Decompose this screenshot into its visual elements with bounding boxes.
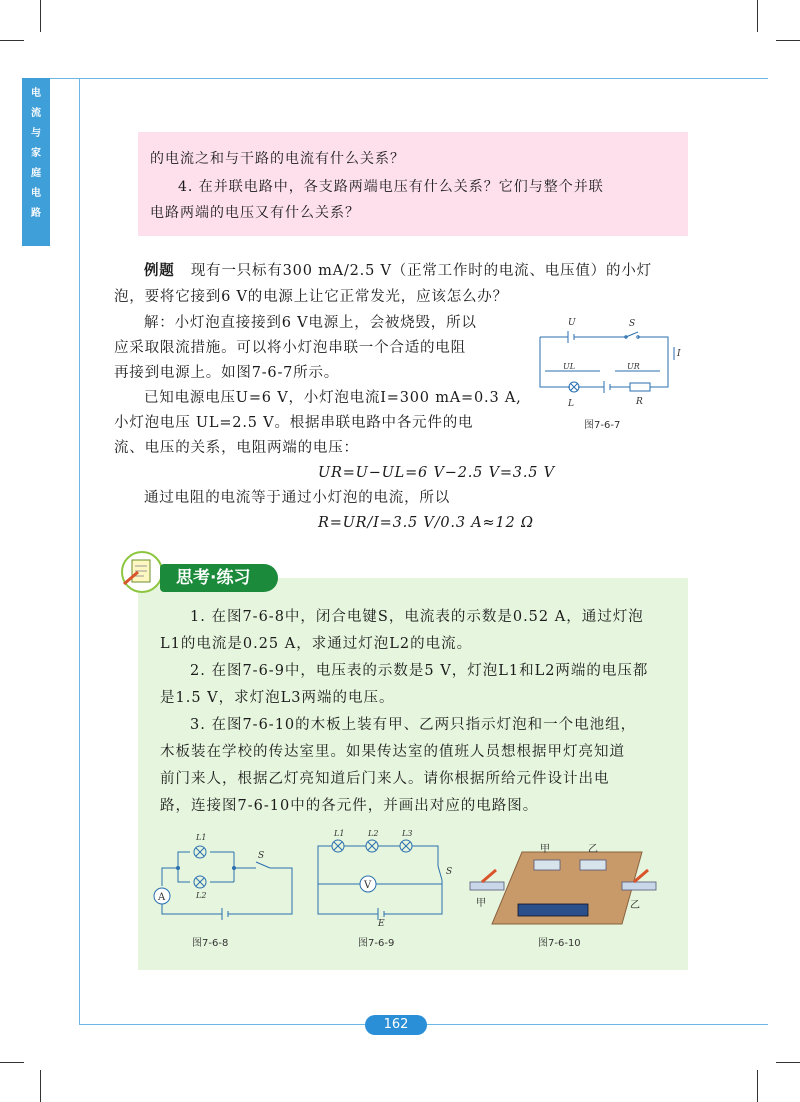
practice-title: 思考·练习 xyxy=(160,564,278,592)
label-I: I xyxy=(677,349,681,359)
known-line: 流、电压的关系，电阻两端的电压： xyxy=(114,440,359,456)
practice-line: 2. 在图7-6-9中，电压表的示数是5 V，灯泡L1和L2两端的电压都 xyxy=(190,663,649,679)
label-U: U xyxy=(568,318,576,328)
crop-mark xyxy=(776,1062,800,1063)
label-S: S xyxy=(629,319,636,329)
sidebar-char: 家 xyxy=(31,148,41,159)
sidebar-char: 路 xyxy=(31,208,41,219)
label-yi-top: 乙 xyxy=(588,844,598,855)
equation: UR=U−UL=6 V−2.5 V=3.5 V xyxy=(318,465,555,481)
question-line: 电路两端的电压又有什么关系？ xyxy=(150,205,360,221)
label-E: E xyxy=(378,919,385,926)
equation: R=UR/I=3.5 V/0.3 A≈12 Ω xyxy=(318,515,534,531)
solution-line: 应采取限流措施。可以将小灯泡串联一个合适的电阻 xyxy=(114,340,466,356)
crop-mark xyxy=(757,1070,758,1102)
example-line xyxy=(144,258,652,284)
chapter-sidebar xyxy=(22,78,50,246)
label-V: V xyxy=(364,880,372,891)
label-A: A xyxy=(158,892,166,903)
figure-caption: 图7-6-8 xyxy=(192,938,229,949)
known-line: 已知电源电压U=6 V，小灯泡电流I=300 mA=0.3 A, xyxy=(144,390,522,406)
header-rule xyxy=(50,78,768,79)
solution-line: 再接到电源上。如图7-6-7所示。 xyxy=(114,365,340,381)
practice-line: 3. 在图7-6-10的木板上装有甲、乙两只指示灯泡和一个电池组， xyxy=(190,717,637,733)
practice-line: 前门来人，根据乙灯亮知道后门来人。请你根据所给元件设计出电 xyxy=(160,771,610,787)
label-S: S xyxy=(446,867,453,877)
solution-line: 解：小灯泡直接接到6 V电源上，会被烧毁，所以 xyxy=(144,315,477,331)
label-jia-top: 甲 xyxy=(540,844,550,855)
crop-mark xyxy=(757,0,758,32)
figure-caption: 图7-6-10 xyxy=(538,938,581,949)
crop-mark xyxy=(40,1070,41,1102)
label-L: L xyxy=(568,399,574,409)
question-box xyxy=(138,132,688,236)
circuit-figure-7-6-8 xyxy=(142,826,302,926)
figure-caption: 图7-6-9 xyxy=(358,938,395,949)
practice-line: 木板装在学校的传达室里。如果传达室的值班人员想根据甲灯亮知道 xyxy=(160,744,625,760)
crop-mark xyxy=(776,40,800,41)
figure-caption: 图7-6-7 xyxy=(584,420,621,431)
example-line: 泡，要将它接到6 V的电源上让它正常发光，应该怎么办？ xyxy=(114,289,508,305)
sidebar-char: 电 xyxy=(31,188,41,199)
circuit-figure-7-6-9 xyxy=(308,826,458,926)
practice-line: L1的电流是0.25 A，求通过灯泡L2的电流。 xyxy=(160,636,473,652)
crop-mark xyxy=(0,1062,24,1063)
crop-mark xyxy=(40,0,41,32)
sidebar-char: 与 xyxy=(31,128,41,139)
example-text: 现有一只标有300 mA/2.5 V（正常工作时的电流、电压值）的小灯 xyxy=(190,263,652,279)
circuit-figure-7-6-7 xyxy=(530,312,690,412)
label-UL: UL xyxy=(563,362,576,371)
margin-rule xyxy=(79,78,80,1024)
label-S: S xyxy=(258,851,265,861)
label-L3: L3 xyxy=(402,829,413,838)
known-line: 小灯泡电压 UL=2.5 V。根据串联电路中各元件的电 xyxy=(114,415,474,431)
practice-line: 路，连接图7-6-10中的各元件，并画出对应的电路图。 xyxy=(160,798,539,814)
page-number: 162 xyxy=(365,1015,427,1035)
example-label: 例题 xyxy=(144,263,175,279)
practice-line: 1. 在图7-6-8中，闭合电键S，电流表的示数是0.52 A，通过灯泡 xyxy=(190,609,644,625)
sidebar-char: 电 xyxy=(31,88,41,99)
label-L1: L1 xyxy=(196,833,207,842)
label-UR: UR xyxy=(627,362,640,371)
text-line: 通过电阻的电流等于通过小灯泡的电流，所以 xyxy=(144,490,450,506)
question-line: 的电流之和与干路的电流有什么关系？ xyxy=(150,151,405,167)
label-R: R xyxy=(636,397,643,407)
sidebar-char: 庭 xyxy=(31,168,41,179)
label-L1: L1 xyxy=(334,829,345,838)
label-L2: L2 xyxy=(368,829,379,838)
question-line: 4. 在并联电路中，各支路两端电压有什么关系？它们与整个并联 xyxy=(178,179,604,195)
crop-mark xyxy=(0,40,24,41)
label-L2: L2 xyxy=(196,891,207,900)
board-figure-7-6-10 xyxy=(462,840,682,930)
notepad-pencil-icon xyxy=(116,550,164,594)
label-jia: 甲 xyxy=(476,898,486,909)
label-yi: 乙 xyxy=(630,900,640,911)
practice-line: 是1.5 V，求灯泡L3两端的电压。 xyxy=(160,690,395,706)
sidebar-char: 流 xyxy=(31,108,41,119)
